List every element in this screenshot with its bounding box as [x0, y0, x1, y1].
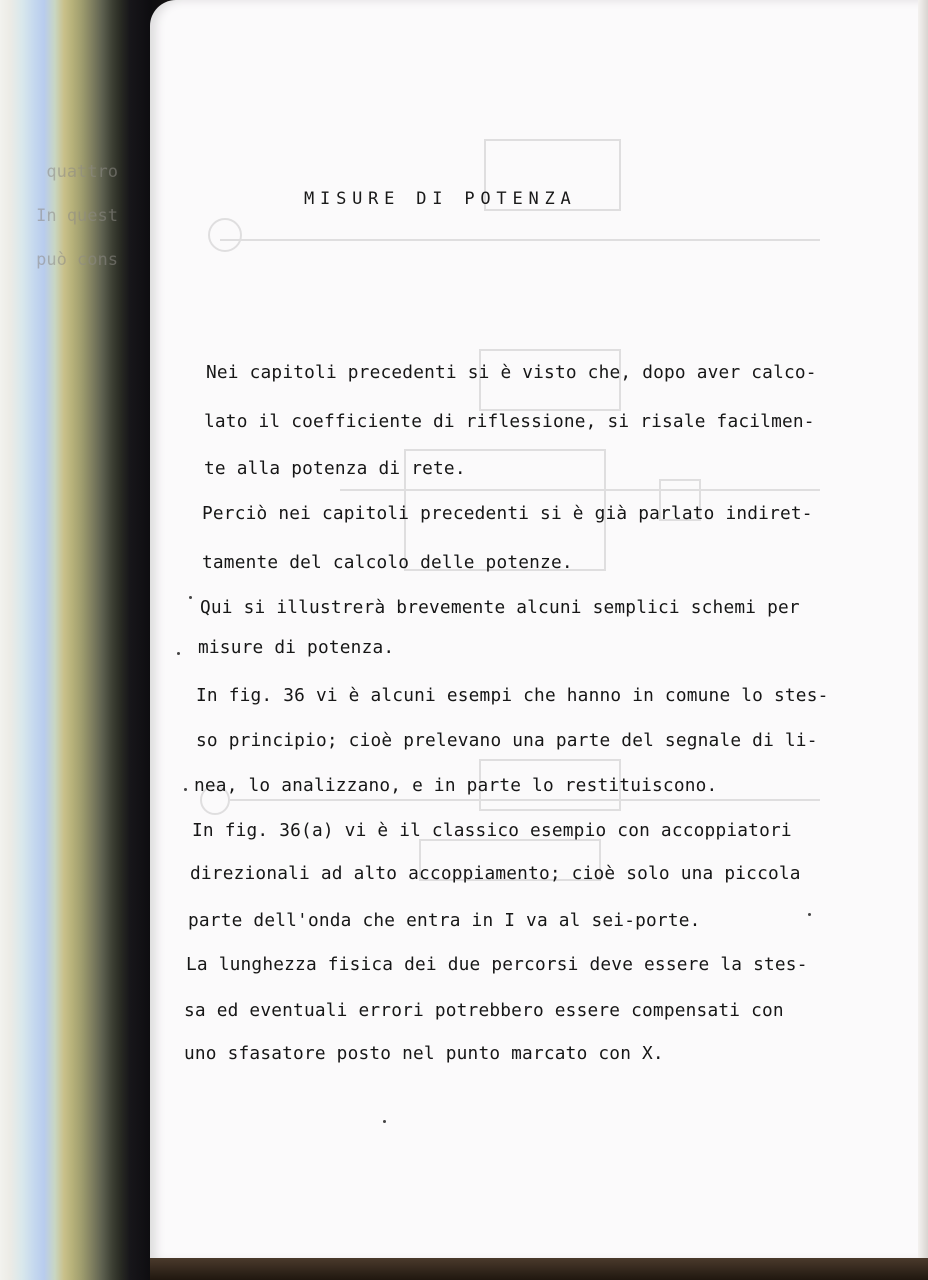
text-line: La lunghezza fisica dei due percorsi deve essere la stes-: [186, 954, 808, 975]
text-line: uno sfasatore posto nel punto marcato con X.: [184, 1043, 664, 1064]
text-line: so principio; cioè prelevano una parte del segnale di li-: [196, 730, 818, 751]
previous-page-line: può cons: [36, 250, 118, 270]
page-title: MISURE DI POTENZA: [304, 189, 577, 209]
text-line: parte dell'onda che entra in I va al sei-porte.: [188, 910, 701, 931]
text-line: te alla potenza di rete.: [204, 458, 466, 479]
text-line: sa ed eventuali errori potrebbero essere compensati con: [184, 1000, 784, 1021]
book-binding: [150, 1258, 928, 1280]
page-edge: [918, 0, 928, 1262]
text-line: misure di potenza.: [198, 637, 395, 658]
previous-page-line: quattro: [46, 162, 118, 182]
text-line: Nei capitoli precedenti si è visto che, dopo aver calco-: [206, 362, 817, 383]
text-line: direzionali ad alto accoppiamento; cioè solo una piccola: [190, 863, 801, 884]
text-line: tamente del calcolo delle potenze.: [202, 552, 573, 573]
speck: [177, 652, 180, 655]
speck: [383, 1120, 386, 1123]
speck: [184, 788, 187, 791]
text-line: In fig. 36(a) vi è il classico esempio con accoppiatori: [192, 820, 792, 841]
previous-page-line: In quest: [36, 206, 118, 226]
source-symbol: [209, 219, 241, 251]
text-line: In fig. 36 vi è alcuni esempi che hanno in comune lo stes-: [196, 685, 829, 706]
speck: [808, 913, 811, 916]
speck: [189, 596, 192, 599]
previous-page-text: [0, 150, 130, 282]
text-line: nea, lo analizzano, e in parte lo restituiscono.: [194, 775, 718, 796]
text-line: Perciò nei capitoli precedenti si è già parlato indiret-: [202, 503, 813, 524]
text-line: Qui si illustrerà brevemente alcuni semplici schemi per: [200, 597, 800, 618]
text-line: lato il coefficiente di riflessione, si risale facilmen-: [204, 411, 815, 432]
